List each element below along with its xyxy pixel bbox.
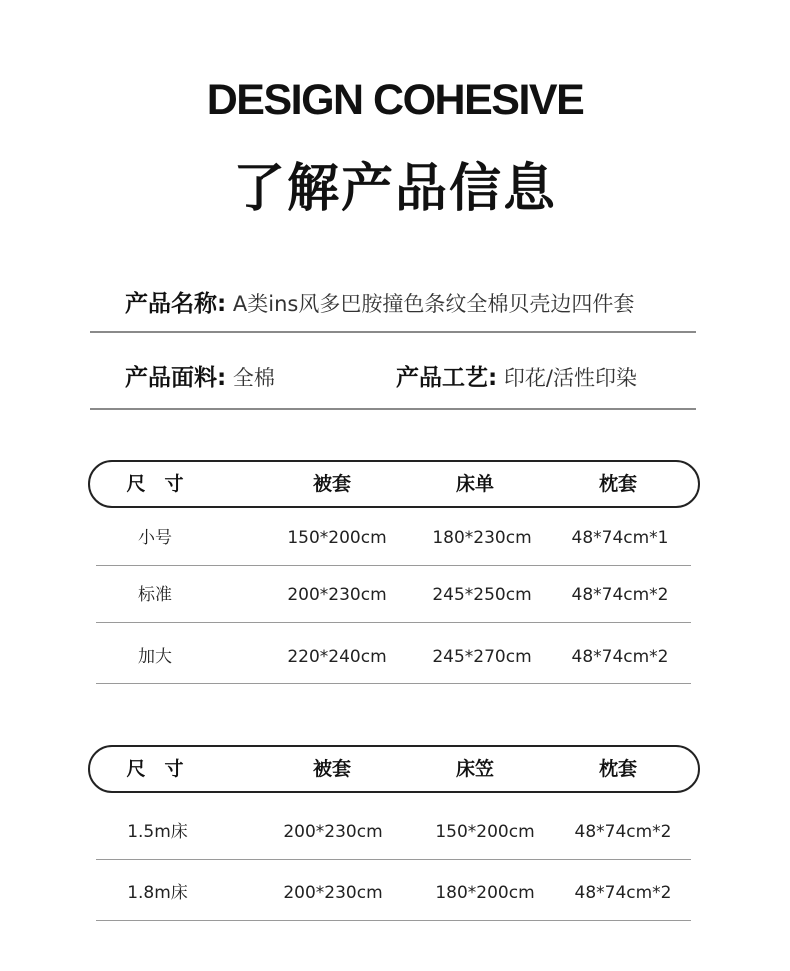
- table-cell: 245*270cm: [432, 647, 532, 667]
- table-cell: 48*74cm*1: [571, 528, 669, 548]
- header-size: 尺 寸: [126, 473, 184, 495]
- table-cell: 小号: [138, 528, 172, 548]
- table-cell: 200*230cm: [283, 822, 383, 842]
- table-cell: 200*230cm: [283, 883, 383, 903]
- header-duvet: 被套: [312, 758, 351, 780]
- row-divider: [96, 920, 691, 921]
- craft-label: 产品工艺:: [396, 365, 498, 391]
- table-cell: 1.8m床: [127, 883, 188, 903]
- table-cell: 标准: [138, 585, 172, 605]
- name-value: A类ins风多巴胺撞色条纹全棉贝壳边四件套: [232, 292, 635, 316]
- table-cell: 48*74cm*2: [571, 647, 669, 667]
- page-title-en: DESIGN COHESIVE: [206, 76, 584, 124]
- table-cell: 220*240cm: [287, 647, 387, 667]
- craft-value: 印花/活性印染: [503, 366, 637, 390]
- table-cell: 48*74cm*2: [571, 585, 669, 605]
- header-fitted-sheet: 床笠: [455, 758, 494, 780]
- table-cell: 200*230cm: [287, 585, 387, 605]
- table-cell: 180*230cm: [432, 528, 532, 548]
- header-duvet: 被套: [312, 473, 351, 495]
- name-label: 产品名称:: [125, 291, 227, 317]
- header-pillowcase: 枕套: [598, 473, 637, 495]
- material-value: 全棉: [232, 366, 275, 390]
- table-cell: 48*74cm*2: [574, 822, 672, 842]
- material-label: 产品面料:: [125, 365, 227, 391]
- table-cell: 180*200cm: [435, 883, 535, 903]
- table-cell: 245*250cm: [432, 585, 532, 605]
- header-pillowcase: 枕套: [598, 758, 637, 780]
- header-sheet: 床单: [455, 473, 494, 495]
- table-cell: 150*200cm: [435, 822, 535, 842]
- row-divider: [96, 859, 691, 860]
- page-title-cn: 了解产品信息: [232, 159, 557, 219]
- header-size: 尺 寸: [126, 758, 184, 780]
- table-cell: 加大: [138, 647, 172, 667]
- table-cell: 1.5m床: [127, 822, 188, 842]
- table-cell: 48*74cm*2: [574, 883, 672, 903]
- table-cell: 150*200cm: [287, 528, 387, 548]
